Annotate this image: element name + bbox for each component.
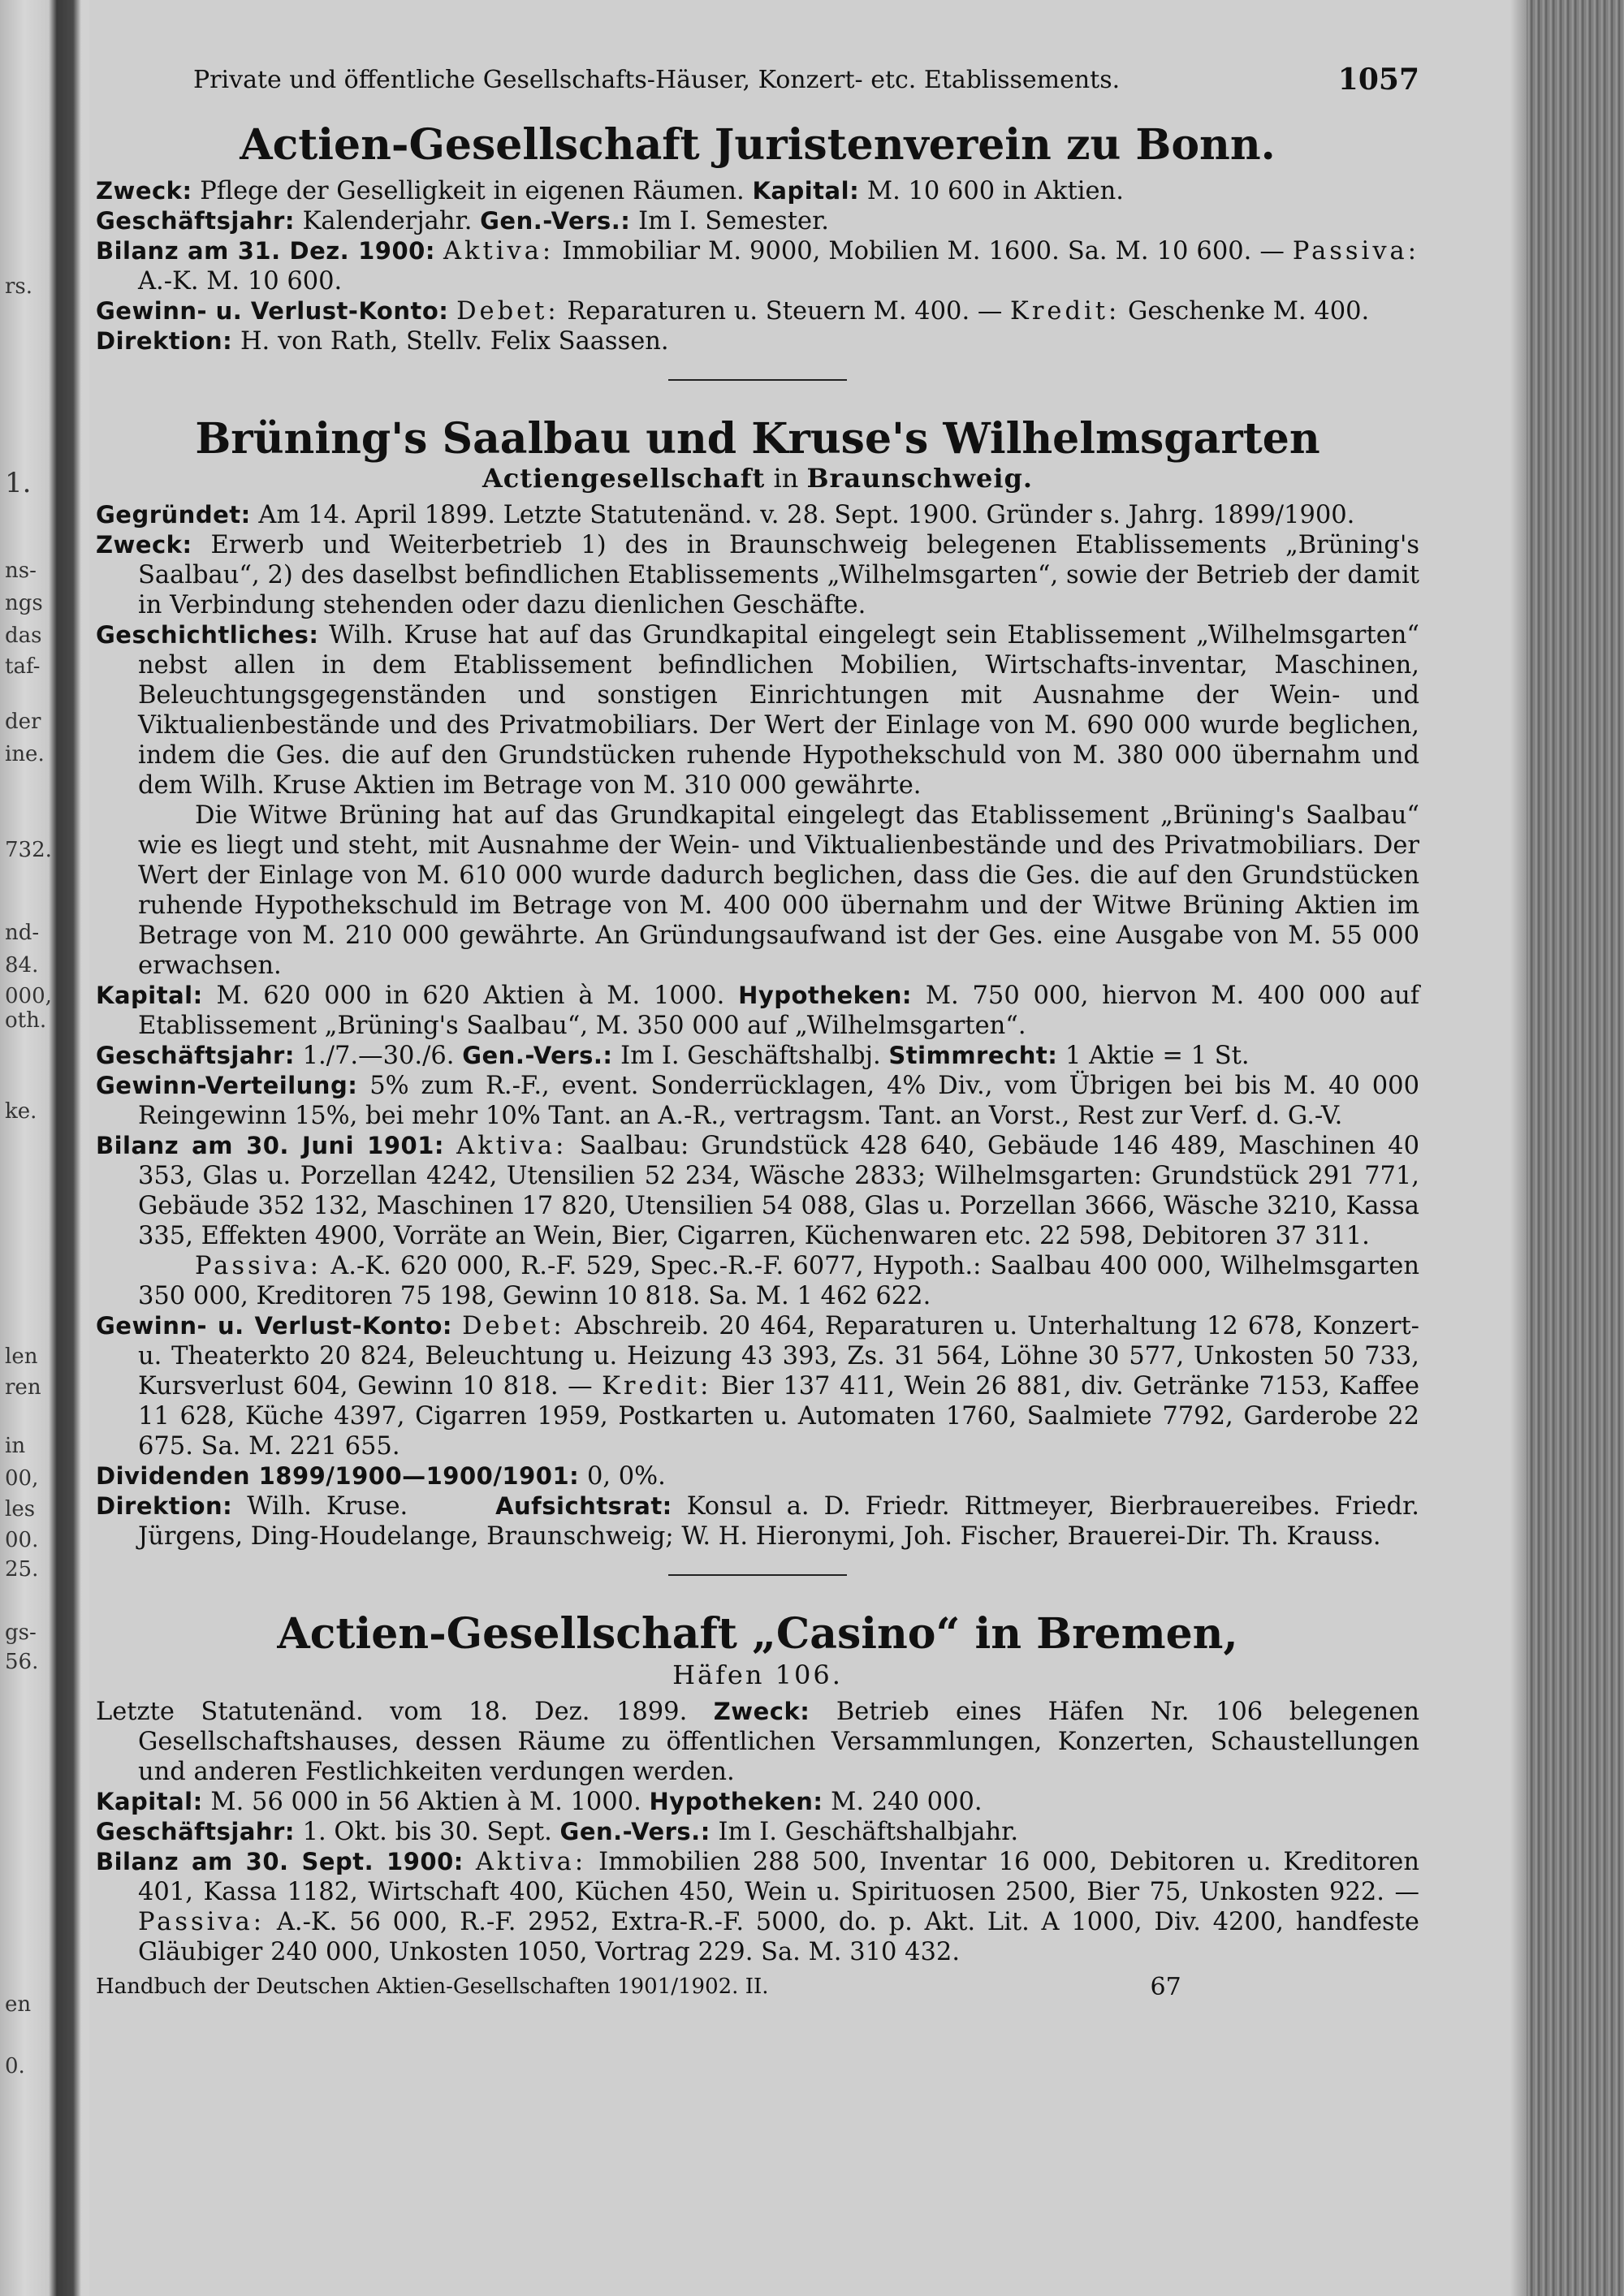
zweck-line: [96, 176, 1419, 206]
aktiva-word: Aktiva:: [456, 1132, 568, 1160]
margin-fragment: len: [5, 1344, 38, 1369]
entry-subtitle: Häfen 106.: [672, 1659, 843, 1690]
subtitle-company: Actiengesellschaft: [482, 463, 766, 494]
kapital-line: [96, 1787, 1419, 1817]
gewinnverteilung-line: [96, 1071, 1419, 1131]
margin-fragment: 00,: [5, 1466, 39, 1491]
margin-fragment: taf-: [5, 654, 41, 679]
gj-text: 1. Okt. bis 30. Sept.: [302, 1818, 552, 1846]
margin-fragment: in: [5, 1434, 26, 1458]
hyp-text: M. 240 000.: [831, 1788, 983, 1816]
kapital-text: M. 620 000 in 620 Aktien à M. 1000.: [216, 982, 725, 1010]
aktiva-word: Aktiva:: [443, 237, 555, 265]
gj-text: 1./7.—30./6.: [302, 1042, 455, 1070]
aufsichtsrat-label: Aufsichtsrat:: [495, 1492, 672, 1520]
statut-text: Letzte Statutenänd. vom 18. Dez. 1899.: [96, 1698, 688, 1726]
direktion-label: Direktion:: [96, 327, 233, 355]
gutter-shadow: [1510, 0, 1527, 2296]
gj-label: Geschäftsjahr:: [96, 207, 295, 235]
debet-text: Reparaturen u. Steuern M. 400. —: [567, 297, 1003, 326]
bilanz-line: [96, 236, 1419, 296]
kredit-word: Kredit:: [1010, 297, 1121, 326]
margin-fragment: gs-: [5, 1621, 37, 1645]
geschichtliches-line: [96, 620, 1419, 801]
kredit-text: Geschenke M. 400.: [1127, 297, 1370, 326]
hyp-label: Hypotheken:: [738, 982, 913, 1009]
page-number: 1057: [1337, 63, 1419, 97]
zweck-label: Zweck:: [713, 1698, 810, 1725]
margin-fragment: ren: [5, 1375, 41, 1400]
margin-fragment: 25.: [5, 1557, 39, 1582]
passiva-word: Passiva:: [195, 1252, 322, 1280]
footer-signature: 67: [1150, 1973, 1181, 2001]
bilanz-label: Bilanz am 30. Juni 1901:: [96, 1132, 444, 1159]
hyp-text: M. 750 000, hiervon M. 400 000 auf Etablissement „Brüning's Saalbau“, M. 350 000 auf „Wilhelmsgarten“.: [138, 982, 1420, 1040]
geschaeftsjahr-line: [96, 1041, 1419, 1071]
bilanz-label: Bilanz am 30. Sept. 1900:: [96, 1848, 464, 1875]
direktion-line: [96, 1491, 1419, 1552]
direktion-line: [96, 326, 1419, 356]
margin-fragment: les: [5, 1497, 36, 1521]
gewv-text: 5% zum R.-F., event. Sonderrücklagen, 4% Div., vom Übrigen bei bis M. 40 000 Reingewinn 15%, bei mehr 10% Tant. an A.-R., vertragsm. Tant. an Vorst., Rest zur Verf. d. G.-V.: [138, 1072, 1419, 1130]
gegr-label: Gegründet:: [96, 501, 251, 529]
subtitle-in: in: [773, 463, 799, 494]
margin-fragment: ke.: [5, 1099, 37, 1124]
gv-label: Gen.-Vers.:: [559, 1818, 710, 1845]
debet-word: Debet:: [462, 1312, 565, 1340]
guv-line: [96, 1311, 1419, 1461]
margin-fragment: 56.: [5, 1650, 39, 1674]
gj-text: Kalenderjahr.: [302, 207, 473, 235]
kapital-label: Kapital:: [752, 177, 860, 205]
margin-fragment: ns-: [5, 559, 37, 583]
entry-juristenverein: [96, 119, 1419, 356]
direktion-text: Wilh. Kruse.: [247, 1492, 408, 1521]
entry-title: Actien-Gesellschaft „Casino“ in Bremen,: [277, 1609, 1238, 1659]
passiva-text: A.-K. M. 10 600.: [138, 267, 343, 296]
kapital-text: M. 56 000 in 56 Aktien à M. 1000.: [210, 1788, 641, 1816]
debet-text: Abschreib. 20 464, Reparaturen u. Unterhaltung 12 678, Konzert- u. Theaterkto 20 824, Beleuchtung u. Heizung 43 393, Zs. 31 564, Löhne 30 577, Unkosten 50 733, Kursverlust 604, Gewinn 10 818. —: [138, 1312, 1419, 1400]
margin-fragment: 1.: [5, 467, 32, 499]
entry-bruening: [96, 413, 1419, 1552]
gj-label: Geschäftsjahr:: [96, 1818, 295, 1845]
gv-text: Im I. Semester.: [638, 207, 829, 235]
margin-fragment: nd-: [5, 921, 40, 945]
dividenden-line: [96, 1461, 1419, 1491]
gesch-text-2: Die Witwe Brüning hat auf das Grundkapital eingelegt das Etablissement „Brüning's Saalbau“ wie es liegt und steht, mit Ausnahme der Wein- und Viktualienbestände und des Privatmobiliars. Der Wert der Einlage von M. 610 000 wurde dadurch beglichen, dass die Ges. die auf den Grundstücken ruhende Hypothekschuld im Betrage von M. 400 000 übernahm und der Witwe Brüning Aktien im Betrage von M. 210 000 gewährte. An Gründungsaufwand ist der Ges. eine Ausgabe von M. 55 000 erwachsen.: [138, 801, 1419, 980]
margin-fragment: 00.: [5, 1528, 39, 1552]
left-page-margin: [0, 0, 89, 2296]
gj-label: Geschäftsjahr:: [96, 1042, 295, 1069]
stimm-text: 1 Aktie = 1 St.: [1065, 1042, 1250, 1070]
running-head: [193, 65, 1419, 95]
kapital-label: Kapital:: [96, 982, 203, 1009]
kredit-word: Kredit:: [602, 1372, 712, 1400]
passiva-text: A.-K. 620 000, R.-F. 529, Spec.-R.-F. 6077, Hypoth.: Saalbau 400 000, Wilhelmsgarten 350 000, Kreditoren 75 198, Gewinn 10 818. Sa. M. 1 462 622.: [138, 1252, 1419, 1310]
entry-casino: [96, 1608, 1419, 1967]
bilanz-line: [96, 1131, 1419, 1251]
aktiva-word: Aktiva:: [475, 1848, 587, 1876]
kapital-text: M. 10 600 in Aktien.: [866, 177, 1124, 205]
book-edge: [1527, 0, 1624, 2296]
aktiva-text: Saalbau: Grundstück 428 640, Gebäude 146 489, Maschinen 40 353, Glas u. Porzellan 4242, Utensilien 52 234, Wäsche 2833; Wilhelmsgarten: Grundstück 291 771, Gebäude 352 132, Maschinen 17 820, Utensilien 54 088, Glas u. Porzellan 3666, Wäsche 3210, Kassa 335, Effekten 4900, Vorräte an Wein, Bier, Cigarren, Küchenwaren etc. 22 598, Debitoren 37 311.: [138, 1132, 1419, 1250]
margin-fragment: 732.: [5, 838, 52, 862]
passiva-word: Passiva:: [1292, 237, 1420, 265]
direktion-label: Direktion:: [96, 1492, 233, 1520]
gv-text: Im I. Geschäftshalbjahr.: [718, 1818, 1019, 1846]
kapital-label: Kapital:: [96, 1788, 203, 1815]
margin-fragment: der: [5, 710, 41, 734]
zweck-text: Pflege der Geselligkeit in eigenen Räumen.: [200, 177, 745, 205]
page: [96, 65, 1419, 2002]
kapital-line: [96, 981, 1419, 1041]
gegr-text: Am 14. April 1899. Letzte Statutenänd. v. 28. Sept. 1900. Gründer s. Jahrg. 1899/1900.: [258, 501, 1355, 529]
margin-fragment: ngs: [5, 591, 43, 615]
zweck-label: Zweck:: [96, 531, 192, 559]
passiva-text: A.-K. 56 000, R.-F. 2952, Extra-R.-F. 5000, do. p. Akt. Lit. A 1000, Div. 4200, handfeste Gläubiger 240 000, Unkosten 1050, Vortrag 229. Sa. M. 310 432.: [138, 1908, 1419, 1966]
direktion-text: H. von Rath, Stellv. Felix Saassen.: [240, 327, 669, 356]
geschichtliches-para-2: [96, 801, 1419, 981]
gv-text: Im I. Geschäftshalbj.: [620, 1042, 881, 1070]
guv-label: Gewinn- u. Verlust-Konto:: [96, 1312, 453, 1340]
kredit-text: Bier 137 411, Wein 26 881, div. Getränke 7153, Kaffee 11 628, Küche 4397, Cigarren 1959, Postkarten u. Automaten 1760, Saalmiete 7792, Garderobe 22 675. Sa. M. 221 655.: [138, 1372, 1419, 1461]
bilanz-line: [96, 1847, 1419, 1967]
zweck-label: Zweck:: [96, 177, 192, 205]
section-divider: [668, 379, 847, 381]
aktiva-text: Immobiliar M. 9000, Mobilien M. 1600. Sa. M. 10 600. —: [562, 237, 1285, 265]
footer-source: Handbuch der Deutschen Aktien-Gesellschaften 1901/1902. II.: [96, 1974, 769, 1999]
page-footer: [96, 1972, 1419, 2002]
hyp-label: Hypotheken:: [649, 1788, 823, 1815]
gv-label: Gen.-Vers.:: [480, 207, 631, 235]
margin-fragment: 000,: [5, 984, 52, 1008]
margin-fragment: rs.: [5, 274, 33, 299]
running-head-title: Private und öffentliche Gesellschafts-Häuser, Konzert- etc. Etablissements.: [193, 66, 1121, 94]
section-divider: [668, 1574, 847, 1576]
margin-fragment: oth.: [5, 1008, 47, 1033]
gegruendet-line: [96, 500, 1419, 530]
gewv-label: Gewinn-Verteilung:: [96, 1072, 358, 1099]
div-label: Dividenden 1899/1900—1900/1901:: [96, 1462, 580, 1490]
geschaeftsjahr-line: [96, 1817, 1419, 1847]
subtitle-city: Braunschweig.: [806, 463, 1034, 494]
margin-fragment: ine.: [5, 742, 45, 766]
gv-label: Gen.-Vers.:: [462, 1042, 613, 1069]
guv-line: [96, 296, 1419, 326]
debet-word: Debet:: [456, 297, 559, 326]
aktiva-text: Immobilien 288 500, Inventar 16 000, Debitoren u. Kreditoren 401, Kassa 1182, Wirtschaft 400, Küchen 450, Wein u. Spirituosen 2500, Bier 75, Unkosten 922. —: [138, 1848, 1419, 1906]
margin-fragment: das: [5, 624, 42, 648]
gesch-label: Geschichtliches:: [96, 621, 319, 649]
bilanz-label: Bilanz am 31. Dez. 1900:: [96, 237, 435, 265]
guv-label: Gewinn- u. Verlust-Konto:: [96, 297, 449, 325]
passiva-word: Passiva:: [138, 1908, 266, 1936]
margin-fragment: en: [5, 1992, 32, 2017]
aufsichtsrat-text: Konsul a. D. Friedr. Rittmeyer, Bierbrauereibes. Friedr. Jürgens, Ding-Houdelange, Braunschweig; W. H. Hieronymi, Joh. Fischer, Brauerei-Dir. Th. Krauss.: [138, 1492, 1419, 1551]
zweck-text: Betrieb eines Häfen Nr. 106 belegenen Gesellschaftshauses, dessen Räume zu öffentlichen Versammlungen, Konzerten, Schaustellungen und anderen Festlichkeiten verdungen werden.: [138, 1698, 1419, 1786]
zweck-text: Erwerb und Weiterbetrieb 1) des in Braunschweig belegenen Etablissements „Brüning's Saalbau“, 2) des daselbst befindlichen Etablissements „Wilhelmsgarten“, sowie der Betrieb der damit in Verbindung stehenden oder dazu dienlichen Geschäfte.: [138, 531, 1419, 619]
gesch-text-1: Wilh. Kruse hat auf das Grundkapital eingelegt sein Etablissement „Wilhelmsgarten“ nebst allen in dem Etablissement befindlichen Mobilien, Wirtschafts-inventar, Maschinen, Beleuchtungsgegenständen und sonstigen Einrichtungen mit Ausnahme der Wein- und Viktualienbestände und des Privatmobiliars. Der Wert der Einlage von M. 690 000 wurde beglichen, indem die Ges. die auf den Grundstücken ruhende Hypothekschuld von M. 380 000 übernahm und dem Wilh. Kruse Aktien im Betrage von M. 310 000 gewährte.: [138, 621, 1419, 800]
passiva-para: [96, 1251, 1419, 1311]
statut-zweck-line: [96, 1697, 1419, 1787]
geschaeftsjahr-line: [96, 206, 1419, 236]
margin-fragment: 0.: [5, 2054, 25, 2078]
div-text: 0, 0%.: [586, 1462, 666, 1491]
margin-fragment: 84.: [5, 953, 39, 978]
zweck-line: [96, 530, 1419, 620]
stimm-label: Stimmrecht:: [888, 1042, 1058, 1069]
entry-subtitle: [96, 464, 1419, 494]
entry-title: Actien-Gesellschaft Juristenverein zu Bonn.: [240, 120, 1276, 170]
entry-title: Brüning's Saalbau und Kruse's Wilhelmsgarten: [195, 414, 1320, 464]
